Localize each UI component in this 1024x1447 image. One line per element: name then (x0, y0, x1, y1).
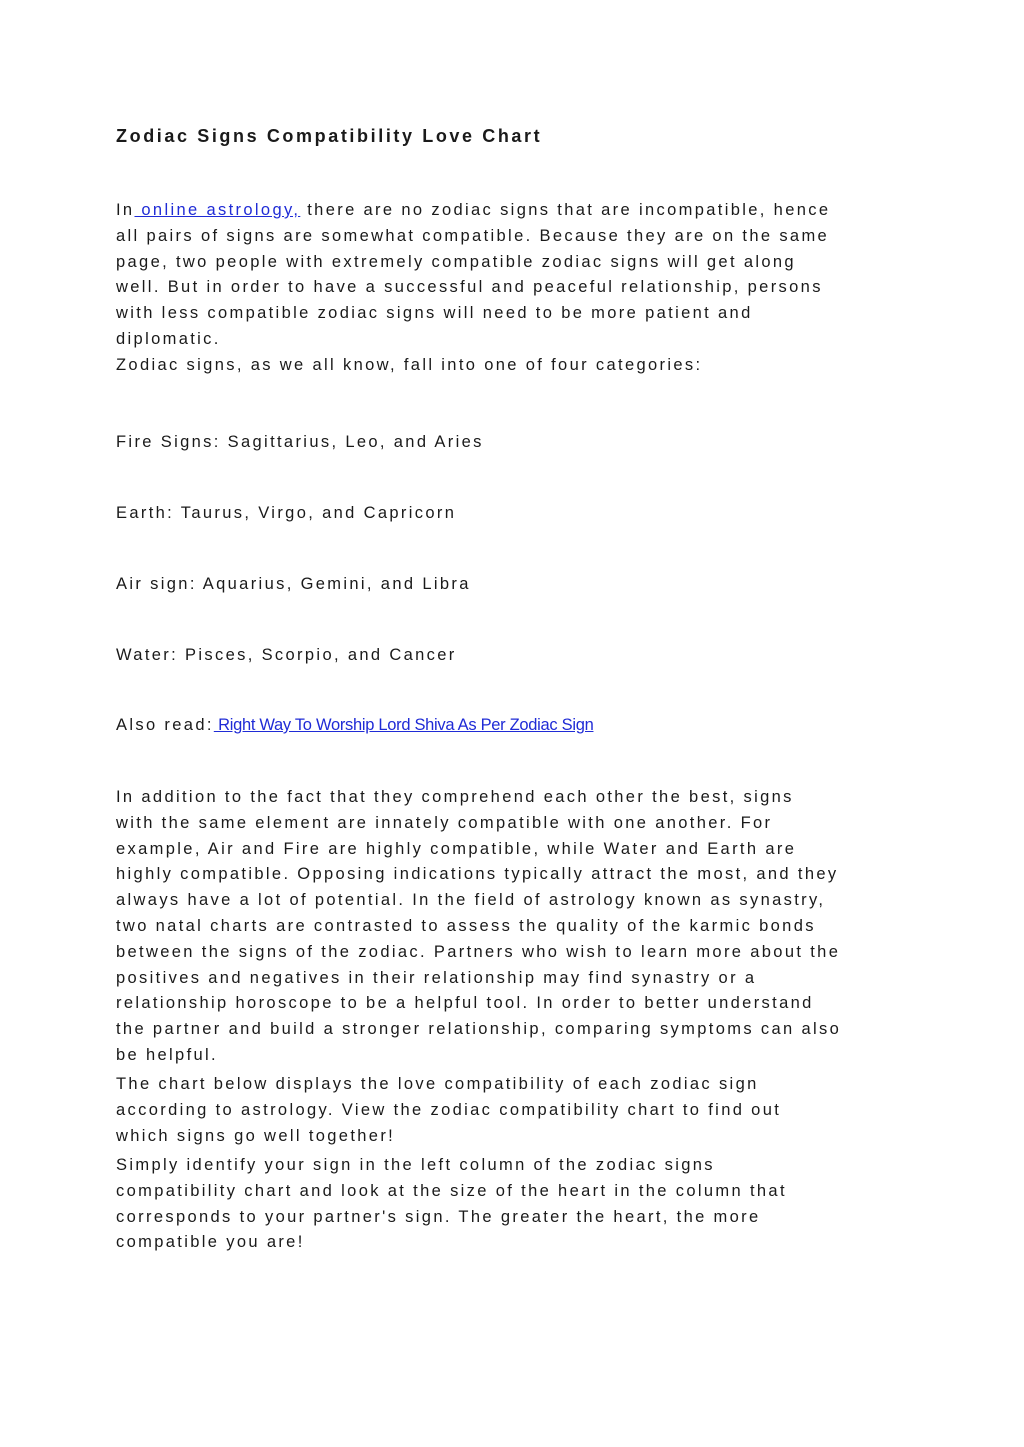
instructions-paragraph (116, 1153, 787, 1256)
paragraph-line: with the same element are innately compatible with one another. For (116, 813, 773, 832)
paragraph-line: compatibility chart and look at the size of the heart in the column that (116, 1181, 787, 1200)
paragraph-line: between the signs of the zodiac. Partners who wish to learn more about the (116, 942, 841, 961)
intro-line: all pairs of signs are somewhat compatible. Because they are on the same (116, 226, 830, 245)
paragraph-line: corresponds to your partner's sign. The greater the heart, the more (116, 1207, 761, 1226)
document-title: Zodiac Signs Compatibility Love Chart (116, 126, 543, 146)
paragraph-line: example, Air and Fire are highly compatible, while Water and Earth are (116, 839, 797, 858)
paragraph-line: The chart below displays the love compatibility of each zodiac sign (116, 1075, 759, 1093)
intro-line-1-rest: there are no zodiac signs that are incompatible, hence (300, 201, 831, 219)
paragraph-line: compatible you are! (116, 1233, 305, 1252)
paragraph-line: relationship horoscope to be a helpful tool. In order to better understand (116, 994, 814, 1013)
chart-intro-paragraph (116, 1072, 781, 1149)
online-astrology-link[interactable]: online astrology, (134, 201, 301, 219)
category-water: Water: Pisces, Scorpio, and Cancer (116, 646, 457, 664)
also-read-label: Also read: (116, 716, 214, 734)
intro-line: diplomatic. (116, 329, 221, 348)
paragraph-line: In addition to the fact that they comprehend each other the best, signs (116, 788, 794, 806)
paragraph-line: according to astrology. View the zodiac compatibility chart to find out (116, 1100, 782, 1119)
category-earth: Earth: Taurus, Virgo, and Capricorn (116, 504, 457, 522)
intro-line: page, two people with extremely compatible zodiac signs will get along (116, 252, 796, 271)
intro-line: with less compatible zodiac signs will need to be more patient and (116, 304, 753, 323)
also-read (116, 712, 593, 738)
category-fire: Fire Signs: Sagittarius, Leo, and Aries (116, 433, 484, 451)
paragraph-line: highly compatible. Opposing indications typically attract the most, and they (116, 865, 839, 884)
intro-line: Zodiac signs, as we all know, fall into one of four categories: (116, 355, 703, 374)
paragraph-line: positives and negatives in their relationship may find synastry or a (116, 968, 757, 987)
intro-prefix: In (116, 201, 135, 219)
paragraph-line: the partner and build a stronger relationship, comparing symptoms can also (116, 1020, 842, 1039)
intro-line: well. But in order to have a successful and peaceful relationship, persons (116, 278, 823, 297)
compatibility-paragraph (116, 785, 841, 1069)
intro-paragraph (116, 198, 830, 379)
paragraph-line: always have a lot of potential. In the field of astrology known as synastry, (116, 891, 826, 910)
intro-line-1 (116, 198, 830, 224)
paragraph-line: two natal charts are contrasted to assess the quality of the karmic bonds (116, 916, 816, 935)
paragraph-line: be helpful. (116, 1045, 218, 1064)
shiva-worship-link[interactable]: Right Way To Worship Lord Shiva As Per Zodiac Sign (213, 716, 594, 734)
category-air: Air sign: Aquarius, Gemini, and Libra (116, 575, 471, 593)
paragraph-line: which signs go well together! (116, 1126, 396, 1145)
paragraph-line: Simply identify your sign in the left column of the zodiac signs (116, 1156, 715, 1174)
